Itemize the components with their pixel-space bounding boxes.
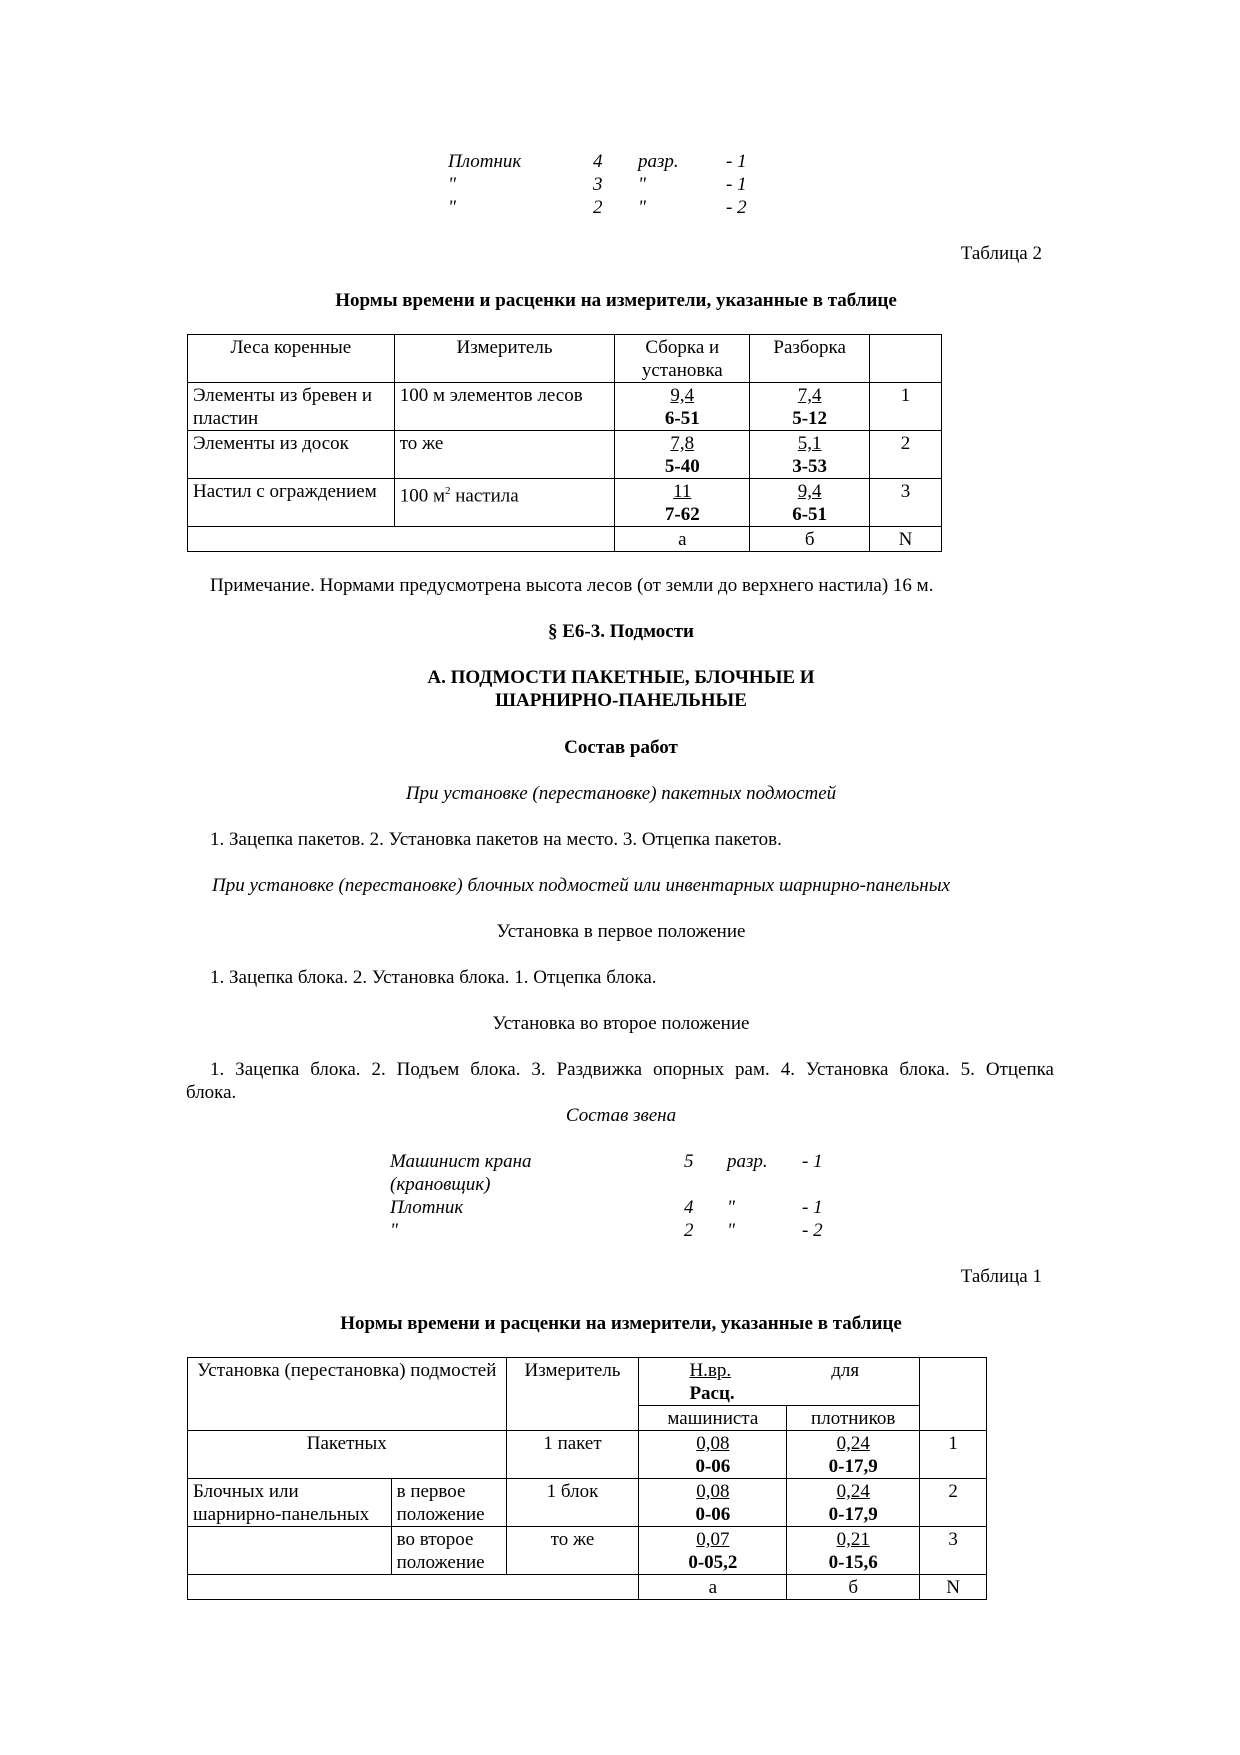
value-cell-b xyxy=(787,1479,920,1527)
row-name: Пакетных xyxy=(188,1431,507,1479)
row-measure: 1 пакет xyxy=(506,1431,639,1479)
crew-count: - 2 xyxy=(726,197,747,218)
crew-count: - 1 xyxy=(726,174,747,195)
note: Примечание. Нормами предусмотрена высота лесов (от земли до верхнего настила) 16 м. xyxy=(210,575,934,596)
footer-col-a: а xyxy=(639,1575,787,1600)
norm-time: 0,07 xyxy=(696,1529,730,1550)
crew-grade: 2 xyxy=(593,197,603,218)
row-number: 2 xyxy=(870,431,942,479)
norm-time: 0,21 xyxy=(836,1529,870,1550)
crew-count: - 1 xyxy=(726,151,747,172)
table-row xyxy=(188,1479,987,1527)
norm-time: 0,08 xyxy=(696,1481,730,1502)
rate: 7-62 xyxy=(664,504,700,525)
row-name-empty xyxy=(188,1527,392,1575)
crew-heading: Состав звена xyxy=(565,1105,677,1126)
value-cell-a xyxy=(639,1527,787,1575)
work-heading: Состав работ xyxy=(564,737,678,758)
footer-empty xyxy=(188,527,615,552)
footer-col-a: а xyxy=(615,527,750,552)
row-number: 1 xyxy=(870,383,942,431)
row-number: 2 xyxy=(920,1479,987,1527)
crew-role-cont: (крановщик) xyxy=(390,1174,491,1195)
value-cell-b xyxy=(787,1431,920,1479)
crew-list-bottom xyxy=(390,1150,840,1245)
norm-time: 0,24 xyxy=(836,1433,870,1454)
footer-empty xyxy=(188,1575,639,1600)
rate: 5-40 xyxy=(664,456,700,477)
table1-header-machinist: машиниста xyxy=(639,1406,787,1431)
packet-heading: При установке (перестановке) пакетных подмостей xyxy=(405,783,837,804)
row-name: Элементы из досок xyxy=(188,431,395,479)
footer-col-b: б xyxy=(750,527,870,552)
table1-header-empty xyxy=(920,1358,987,1431)
table1-header-measure: Измеритель xyxy=(506,1358,639,1431)
crew-count: - 2 xyxy=(802,1220,823,1241)
value-cell-b xyxy=(750,383,870,431)
value-cell-a xyxy=(639,1431,787,1479)
table-footer xyxy=(188,1575,987,1600)
norm-time: 5,1 xyxy=(797,433,822,454)
norm-time: 11 xyxy=(673,481,692,502)
section-heading: § Е6-3. Подмости xyxy=(548,621,694,642)
crew-role: " xyxy=(448,174,456,195)
footer-col-b: б xyxy=(787,1575,920,1600)
rate: 3-53 xyxy=(792,456,828,477)
norm-time: 9,4 xyxy=(797,481,822,502)
rate: 5-12 xyxy=(792,408,828,429)
crew-role: Плотник xyxy=(390,1197,464,1218)
table2-title: Нормы времени и расценки на измерители, указанные в таблице xyxy=(335,290,897,311)
rate: 6-51 xyxy=(664,408,700,429)
crew-role: " xyxy=(390,1220,398,1241)
crew-count: - 1 xyxy=(802,1151,823,1172)
header-for: для xyxy=(831,1360,860,1381)
crew-role: Машинист крана xyxy=(390,1151,532,1172)
crew-unit: " xyxy=(638,174,646,195)
table1-header-norm xyxy=(639,1358,920,1406)
value-cell-b xyxy=(787,1527,920,1575)
value-cell-b xyxy=(750,431,870,479)
header-rate: Расц. xyxy=(689,1383,735,1404)
table-row xyxy=(188,431,942,479)
table2-label: Таблица 2 xyxy=(960,243,1042,264)
table-row xyxy=(188,1431,987,1479)
table2-header-disassembly: Разборка xyxy=(750,335,870,383)
rate: 0-05,2 xyxy=(688,1552,738,1573)
subsection-heading-2: ШАРНИРНО-ПАНЕЛЬНЫЕ xyxy=(495,690,747,711)
crew-unit: разр. xyxy=(727,1151,768,1172)
crew-role: " xyxy=(448,197,456,218)
footer-col-n: N xyxy=(870,527,942,552)
crew-unit: " xyxy=(727,1220,735,1241)
table2 xyxy=(187,334,942,552)
packet-text: 1. Зацепка пакетов. 2. Установка пакетов на место. 3. Отцепка пакетов. xyxy=(210,829,782,850)
block-heading: При установке (перестановке) блочных подмостей или инвентарных шарнирно-панельных xyxy=(212,875,951,896)
norm-time: 9,4 xyxy=(670,385,695,406)
table-row xyxy=(188,1527,987,1575)
table2-header-empty xyxy=(870,335,942,383)
value-cell-a xyxy=(639,1479,787,1527)
pos1-text: 1. Зацепка блока. 2. Установка блока. 1. Отцепка блока. xyxy=(210,967,657,988)
table1-header-carpenters: плотников xyxy=(787,1406,920,1431)
crew-unit: " xyxy=(727,1197,735,1218)
row-name: Настил с ограждением xyxy=(188,479,395,527)
crew-grade: 4 xyxy=(684,1197,694,1218)
header-norm-time: Н.вр. xyxy=(689,1360,732,1381)
crew-grade: 4 xyxy=(593,151,603,172)
crew-count: - 1 xyxy=(802,1197,823,1218)
rate: 0-06 xyxy=(695,1504,731,1525)
pos2-heading: Установка во второе положение xyxy=(492,1013,750,1034)
row-measure xyxy=(394,479,615,527)
measure-text: 100 м xyxy=(399,485,445,507)
crew-list-top xyxy=(448,150,768,220)
table2-header-forest: Леса коренные xyxy=(188,335,395,383)
measure-text: настила xyxy=(450,485,519,507)
norm-time: 0,24 xyxy=(836,1481,870,1502)
row-number: 1 xyxy=(920,1431,987,1479)
rate: 0-15,6 xyxy=(828,1552,878,1573)
table1-label: Таблица 1 xyxy=(960,1266,1042,1287)
crew-unit: разр. xyxy=(638,151,679,172)
footer-col-n: N xyxy=(920,1575,987,1600)
rate: 0-17,9 xyxy=(828,1456,878,1477)
table2-header-assembly: Сборка и установка xyxy=(615,335,750,383)
table-row xyxy=(188,383,942,431)
crew-grade: 5 xyxy=(684,1151,694,1172)
table-row xyxy=(188,479,942,527)
crew-grade: 2 xyxy=(684,1220,694,1241)
pos2-text-2: блока. xyxy=(186,1082,237,1103)
row-name: Элементы из бревен и пластин xyxy=(188,383,395,431)
subsection-heading-1: А. ПОДМОСТИ ПАКЕТНЫЕ, БЛОЧНЫЕ И xyxy=(427,667,815,688)
table-footer xyxy=(188,527,942,552)
row-measure: то же xyxy=(506,1527,639,1575)
pos1-heading: Установка в первое положение xyxy=(496,921,746,942)
row-measure: 1 блок xyxy=(506,1479,639,1527)
row-number: 3 xyxy=(920,1527,987,1575)
row-name: Блочных или шарнирно-панельных xyxy=(188,1479,392,1527)
row-position: во второе положение xyxy=(391,1527,506,1575)
crew-grade: 3 xyxy=(593,174,603,195)
pos2-text-1: 1. Зацепка блока. 2. Подъем блока. 3. Раздвижка опорных рам. 4. Установка блока. 5. Отцепка xyxy=(210,1059,1054,1080)
crew-role: Плотник xyxy=(448,151,522,172)
value-cell-a xyxy=(615,479,750,527)
table1-title: Нормы времени и расценки на измерители, указанные в таблице xyxy=(340,1313,902,1334)
norm-time: 0,08 xyxy=(696,1433,730,1454)
measure-superscript: 2 xyxy=(445,485,451,497)
rate: 0-17,9 xyxy=(828,1504,878,1525)
value-cell-b xyxy=(750,479,870,527)
row-measure: 100 м элементов лесов xyxy=(394,383,615,431)
table2-header-measure: Измеритель xyxy=(394,335,615,383)
norm-time: 7,8 xyxy=(670,433,695,454)
value-cell-a xyxy=(615,431,750,479)
row-measure: то же xyxy=(394,431,615,479)
value-cell-a xyxy=(615,383,750,431)
row-position: в первое положение xyxy=(391,1479,506,1527)
row-number: 3 xyxy=(870,479,942,527)
rate: 0-06 xyxy=(695,1456,731,1477)
norm-time: 7,4 xyxy=(797,385,822,406)
table1-header-install: Установка (перестановка) подмостей xyxy=(188,1358,507,1431)
rate: 6-51 xyxy=(792,504,828,525)
table1 xyxy=(187,1357,987,1600)
crew-unit: " xyxy=(638,197,646,218)
